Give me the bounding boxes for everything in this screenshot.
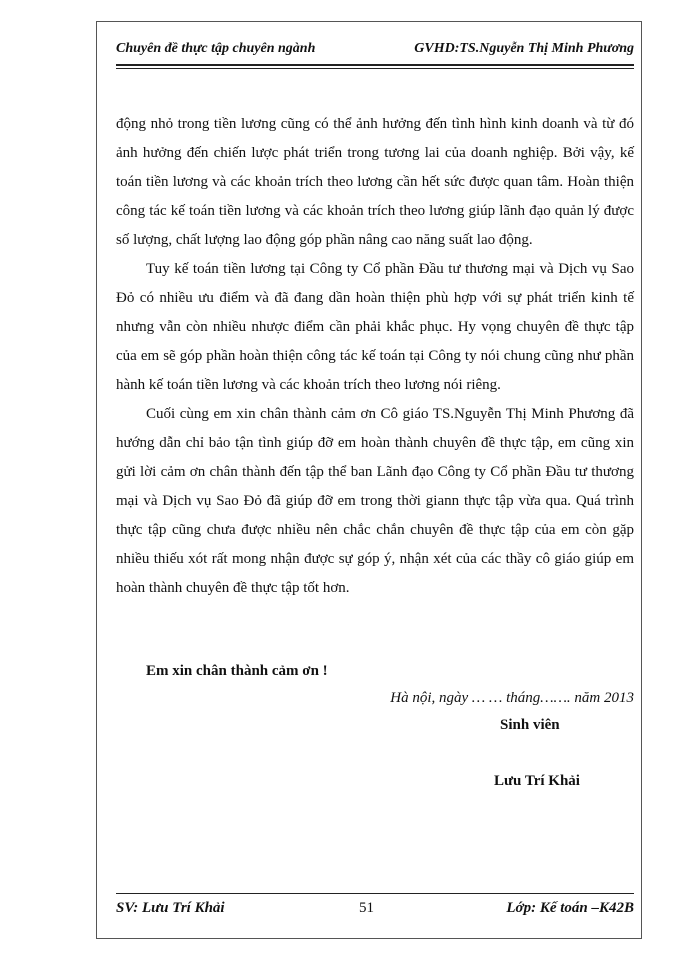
header-rule xyxy=(116,64,634,66)
paragraph-2: Tuy kế toán tiền lương tại Công ty Cổ phần Đầu tư thương mại và Dịch vụ Sao Đỏ có nhiều ưu điểm và đã đang dần hoàn thiện phù hợp với sự phát triển kinh tế nhưng vẫn còn nhiều nhược điểm cần phải khắc phục. Hy vọng chuyên đề thực tập của em sẽ góp phần hoàn thiện công tác kế toán tại Công ty nói chung cũng như phần hành kế toán tiền lương và các khoản trích theo lương nói riêng. xyxy=(116,261,634,393)
header-rule-thin xyxy=(116,68,634,69)
body-text xyxy=(116,110,634,603)
page-footer xyxy=(116,900,634,922)
paragraph-1: động nhỏ trong tiền lương cũng có thể ảnh hưởng đến tình hình kinh doanh và từ đó ảnh hưởng đến chiến lược phát triển trong tương lai của doanh nghiệp. Bởi vậy, kế toán tiền lương và các khoản trích theo lương cần hết sức được quan tâm. Hoàn thiện công tác kế toán tiền lương và các khoản trích theo lương giúp lãnh đạo quản lý được số lượng, chất lượng lao động góp phần nâng cao năng suất lao động. xyxy=(116,116,634,248)
page-number: 51 xyxy=(359,900,374,916)
header-left: Chuyên đề thực tập chuyên ngành xyxy=(116,41,316,56)
signer-title: Sinh viên xyxy=(500,717,560,733)
page-header xyxy=(116,41,634,63)
footer-student: SV: Lưu Trí Khải xyxy=(116,900,225,916)
footer-rule xyxy=(116,893,634,894)
paragraph-3: Cuối cùng em xin chân thành cảm ơn Cô giáo TS.Nguyễn Thị Minh Phương đã hướng dẫn chỉ bảo tận tình giúp đỡ em hoàn thành chuyên đề thực tập, em cũng xin gửi lời cảm ơn chân thành đến tập thể ban Lãnh đạo Công ty Cổ phần Đầu tư thương mại và Dịch vụ Sao Đỏ đã giúp đỡ em trong thời giann thực tập vừa qua. Quá trình thực tập cũng chưa được nhiều nên chắc chắn chuyên đề thực tập của em còn gặp nhiều thiếu xót rất mong nhận được sự góp ý, nhận xét của các thầy cô giáo giúp em hoàn thành chuyên đề thực tập tốt hơn. xyxy=(116,406,634,596)
footer-class: Lớp: Kế toán –K42B xyxy=(506,900,634,916)
date-line: Hà nội, ngày … … tháng……. năm 2013 xyxy=(390,690,634,706)
thanks-line: Em xin chân thành cảm ơn ! xyxy=(146,663,328,679)
header-right: GVHD:TS.Nguyễn Thị Minh Phương xyxy=(414,41,634,56)
signer-name: Lưu Trí Khải xyxy=(494,773,580,789)
